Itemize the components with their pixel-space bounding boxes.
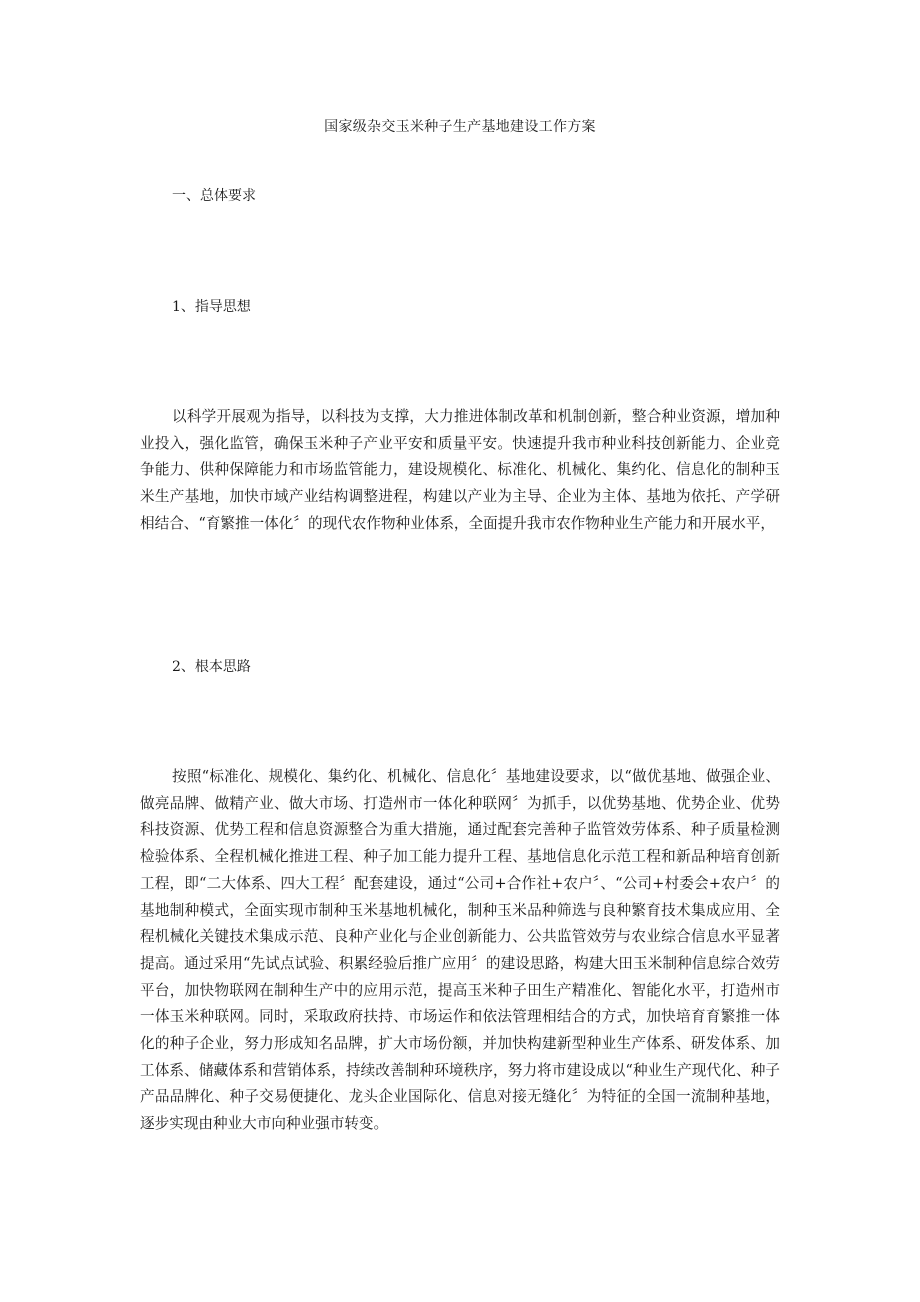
- paragraph-guiding-ideology: 以科学开展观为指导，以科技为支撑，大力推进体制改革和机制创新，整合种业资源，增加种业投入，强化监管，确保玉米种子产业平安和质量平安。快速提升我市种业科技创新能力、企业竞争能力、供种保障能力和市场监管能力，建设规模化、标准化、机械化、集约化、信息化的制种玉米生产基地，加快市域产业结构调整进程，构建以产业为主导、企业为主体、基地为依托、产学研相结合、“育繁推一体化〞的现代农作物种业体系，全面提升我市农作物种业生产能力和开展水平，: [140, 408, 780, 532]
- paragraph-basic-approach: 按照“标准化、规模化、集约化、机械化、信息化〞基地建设要求，以“做优基地、做强企业、做亮品牌、做精产业、做大市场、打造州市一体化种联网〞为抓手，以优势基地、优势企业、优势科技资源、优势工程和信息资源整合为重大措施，通过配套完善种子监管效劳体系、种子质量检测检验体系、全程机械化推进工程、种子加工能力提升工程、基地信息化示范工程和新品种培育创新工程，即“二大体系、四大工程〞配套建设，通过“公司+合作社+农户〞、“公司+村委会+农户〞的基地制种模式，全面实现市制种玉米基地机械化，制种玉米品种筛选与良种繁育技术集成应用、全程机械化关键技术集成示范、良种产业化与企业创新能力、公共监管效劳与农业综合信息水平显著提高。通过采用“先试点试验、积累经验后推广应用〞的建设思路，构建大田玉米制种信息综合效劳平台，加快物联网在制种生产中的应用示范，提高玉米种子田生产精准化、智能化水平，打造州市一体玉米种联网。同时，采取政府扶持、市场运作和依法管理相结合的方式，加快培育育繁推一体化的种子企业，努力形成知名品牌，扩大市场份额，并加快构建新型种业生产体系、研发体系、加工体系、储藏体系和营销体系，持续改善制种环境秩序，努力将市建设成以“种业生产现代化、种子产品品牌化、种子交易便捷化、龙头企业国际化、信息对接无缝化〞为特征的全国一流制种基地，逐步实现由种业大市向种业强市转变。: [140, 768, 780, 1133]
- subsection-heading-guiding-ideology: 1、指导思想: [172, 299, 251, 315]
- section-heading-overall-requirements: 一、总体要求: [172, 188, 256, 204]
- document-title: 国家级杂交玉米种子生产基地建设工作方案: [324, 119, 596, 135]
- subsection-heading-basic-approach: 2、根本思路: [172, 659, 251, 675]
